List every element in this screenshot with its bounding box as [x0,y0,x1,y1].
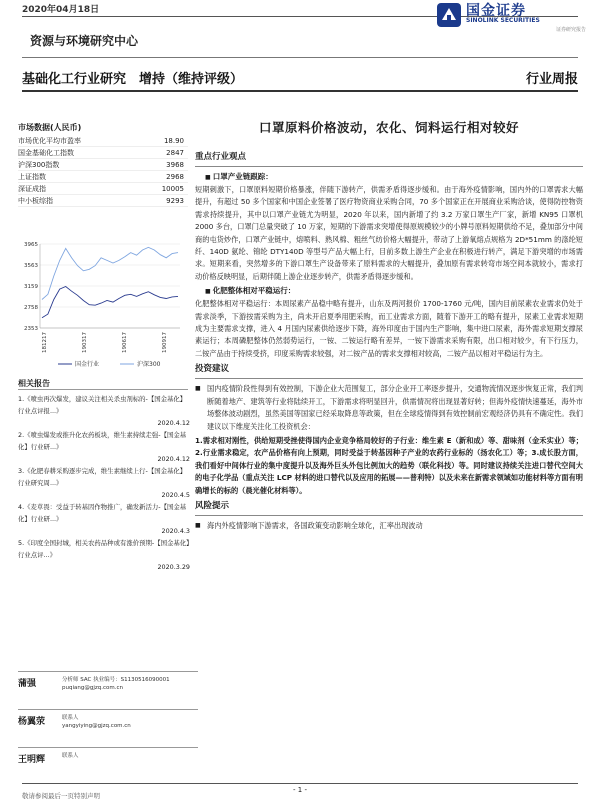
related-report-item[interactable] [18,537,190,573]
analyst-rule [18,709,198,710]
chart-x-tick-label: 181217 [42,332,48,353]
chart-y-tick-label: 3563 [24,263,38,269]
logo-name: 国金证券 [466,3,526,19]
market-row-label: 沪深300指数 [18,161,60,169]
section-rule [195,378,583,379]
chart-series-line [42,287,178,318]
logo-english: SINOLINK SECURITIES [466,17,540,24]
market-row-label: 深证成指 [18,185,46,193]
related-report-date: 2020.4.5 [161,491,190,499]
market-row [18,183,188,195]
market-row-label: 市场优化平均市盈率 [18,137,81,145]
sinolink-logo-icon [436,2,462,28]
market-row-value: 10005 [161,185,184,193]
related-report-text: 5.《印度全国封城，相关农药品种或有涨价预期-【国金基化】行业点评...》 [18,539,190,559]
related-report-date: 2020.3.29 [157,563,190,571]
market-row-value: 3968 [166,161,184,169]
chart-x-tick-label: 190617 [122,332,128,353]
section-investment: 投资建议 [195,364,230,375]
analyst-rule [18,671,198,672]
market-data [18,122,188,207]
analyst-info [62,676,170,692]
analyst [18,714,198,744]
related-report-item[interactable] [18,465,190,501]
chart-series-line [42,247,178,299]
paragraph-investment: ■ 国内疫情阶段性得到有效控制，下游企业大范围复工，部分企业开工率逐步提升，交通物流情况逐步恢复正常，我们判断随着地产、建筑等行业将陆续开工，下游需求将明显回升，供需情况将出现显著好转；但海外疫情快速蔓延，海外市场整体波动剧烈，虽然美国等国家已经采取降息等政策，但在全球疫情得到有效控制前宏观经济仍具有不确定性。我们建议以下维度关注化工投资机会： [195,383,583,433]
analyst-name: 蒲强 [18,679,37,689]
related-report-item[interactable] [18,429,190,465]
analyst-info [62,752,79,760]
paragraph-mask-chain: 短期刺激下，口罩原料短期价格暴涨，伴随下游转产，供需矛盾得逐步缓和。由于海外疫情影响，国内外的口罩需求大幅提升，有超过 50 多个国家和中国企业签署了医疗物资商业采购合同，70 多个国家正在开展商业采购洽谈，使得防控物资需求持续提升，其中以口罩产业链尤为明显，2020 年以来，国内新增了约 3.2 万家口罩生产厂家，新增 KN95 口罩机 2000 多台，口罩门总量突破了 10 万家，短期的下游需求突增使得原规模较少的小牌号原料短期供给不足，叠加部分中间商的屯货炒作，口罩产业链中，熔喷料、熟风棉、粗丝气纺价格大幅提升，带动了上游氧熔点规格为 2D*51mm 的涤纶短纤、140D 氨纶、锦纶 DTY140D 等型号产品大幅上行，目前多数上游生产企业在积极进行转产，满足下游突增的市场需求。短期来看，突然增多的下游口罩生产设备带来了原料需求的大幅提升，叠加原有需求转弯市场空间本就较小，需求打动价格反映明显，后期伴随上游企业逐步转产，供需矛盾得逐步缓和。 [195,185,583,281]
page-number: - 1 - [293,786,307,794]
market-row-label: 中小板综指 [18,197,53,205]
footer-rule [22,783,578,784]
analyst-info [62,714,131,730]
analyst [18,752,198,782]
research-center: 资源与环境研究中心 [30,34,139,48]
section-risk: 风险提示 [195,500,230,511]
market-row-value: 18.90 [163,137,184,145]
analyst [18,676,198,706]
market-row [18,147,188,159]
related-reports-title: 相关报告 [18,379,50,388]
chart-y-tick-label: 2758 [24,305,38,311]
related-reports-rule [18,389,188,390]
related-report-date: 2020.4.12 [157,455,190,463]
related-report-text: 3.《化肥春耕采购逐步完成，维生素继续上行-【国金基化】行业研究周...》 [18,467,187,487]
index-chart [18,236,188,376]
analyst-role: 分析师 SAC 执业编号：S1130516090001 [62,677,170,683]
chart-legend-label: 国金行业 [75,361,100,368]
analyst-email[interactable]: puqiang@gjzq.com.cn [62,685,123,691]
market-row-value: 2847 [166,149,184,157]
market-row-label: 上证指数 [18,173,46,181]
chart-x-tick-label: 190917 [162,332,168,353]
main-content [195,118,583,534]
subsection-fertilizer: ■ 化肥整体相对平稳运行： [205,285,583,296]
related-report-text: 2.《喷虫爆发或推升化农药板块，维生素持续走强-【国金基化】行业研...》 [18,431,187,451]
report-type: 行业周报 [525,72,578,87]
chart-y-tick-label: 2353 [24,326,38,332]
analyst-role: 联系人 [62,715,79,721]
market-row [18,159,188,171]
paragraph-fertilizer: 化肥整体相对平稳运行：本周尿素产品稳中略有提升，山东及两河报价 1700-1760 元/吨，国内目前尿素农业需求仍处于需求淡季，下游按需采购为主，尚未开启夏季用肥采购，而工业需求方面，随着下游开工的略有提升，尿素工业需求短期成为主要需求支撑，进入 4 月国内尿素供给逐步下降，海外印度由于国内生产影响，集中进口尿素，海外需求短期支撑尿素运行；本周磷肥整体仍然弱势运行，一铵、二铵运行略有差异，一铵下游需求采购有限，出口相对较少，有下行压力，二铵产品由于持续受挤，印度采购需求较强，对二铵产品的需求支撑相对较高，二铵产品以相对平稳运行为主。 [195,299,583,358]
analyst-rule [18,747,198,748]
analyst-email[interactable]: yangyiying@gjzq.com.cn [62,723,131,729]
chart-legend-label: 沪深300 [137,361,161,368]
analyst-role: 联系人 [62,753,79,759]
main-title: 口罩原料价格波动，农化、饲料运行相对较好 [258,120,519,135]
related-report-text: 4.《麦草畏：受益于转基因作物推广，确发新活力-【国金基化】行业研...》 [18,503,187,523]
market-row-value: 2968 [166,173,184,181]
chart-x-tick-label: 190317 [82,332,88,353]
header-rule [22,57,578,58]
market-row [18,135,188,147]
section-rule [195,515,583,516]
paragraph-investment-picks: 1.需求相对刚性，供给短期受挫使得国内企业竞争格局较好的子行业：维生素 E（新和成）等、甜味剂（金禾实业）等；2.行业需求稳定，农产品价格有向上预期，同时受益于转基因种子产业的农药行业标的（扬农化工）等；3.成长股方面，我们看好中间体行业的集中度提升以及海外巨头外包比例加大的趋势（联化科技）等。同时建议持续关注进口替代空间大的电子化学品（重点关注 LCP 材料的进口替代以及应用的拓展——普利特）以及未来在新需求领域如功能材料等方面有明确增长的标的（晨光催化材料等）。 [195,435,583,495]
subsection-mask-chain: ■ 口罩产业链跟踪： [205,171,583,182]
market-data-title: 市场数据(人民币) [18,123,82,132]
related-report-item[interactable] [18,393,190,429]
chart-y-tick-label: 3159 [24,284,38,290]
section-rule [195,166,583,167]
header-thick-rule [22,90,578,92]
market-row [18,171,188,183]
market-data-rows [18,135,188,207]
analyst-name: 杨翼荥 [18,717,46,727]
report-tag: 证券研究报告 [555,27,586,33]
related-report-date: 2020.4.12 [157,419,190,427]
related-report-date: 2020.4.3 [161,527,190,535]
market-row [18,195,188,207]
market-row-value: 9293 [166,197,184,205]
related-report-text: 1.《喷虫再次爆发，建议关注相关杀虫剂标的-【国金基化】行业点评报...》 [18,395,187,415]
related-reports-list [18,393,190,573]
related-report-item[interactable] [18,501,190,537]
paragraph-risk: ■ 海内外疫情影响下游需求，各国政策变动影响全球化，汇率出现波动 [195,520,583,532]
market-row-label: 国金基础化工指数 [18,149,74,157]
report-date: 2020年04月18日 [22,5,100,15]
section-key-views: 重点行业观点 [195,152,247,162]
footer-disclaimer: 敬请参阅最后一页特别声明 [22,792,100,800]
report-title: 基础化工行业研究 增持（维持评级） [22,72,244,87]
chart-y-tick-label: 3965 [24,242,38,248]
analyst-name: 王明辉 [18,755,46,765]
